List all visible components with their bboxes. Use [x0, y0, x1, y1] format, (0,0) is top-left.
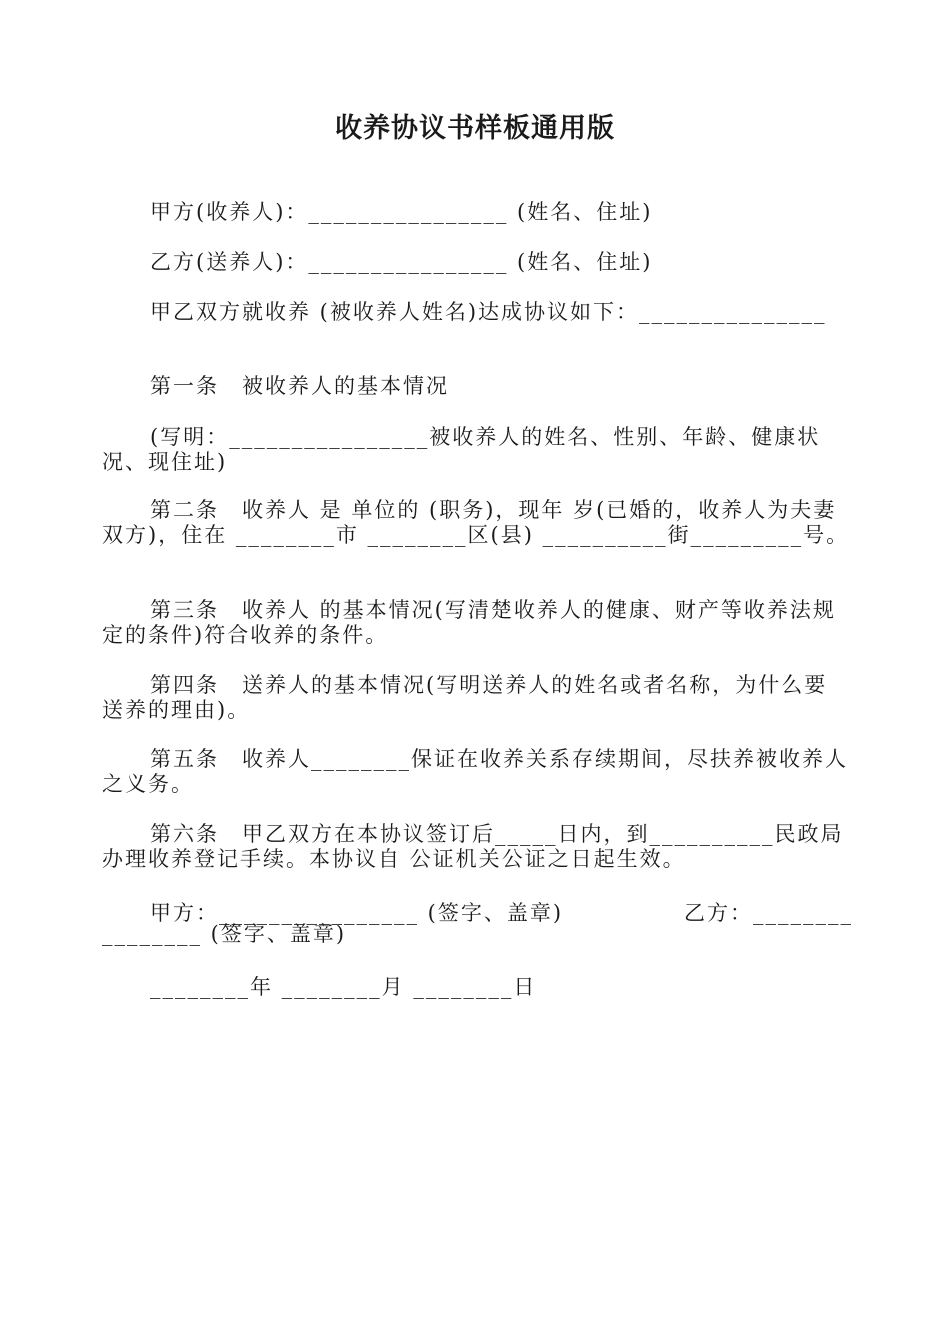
article-2: 第二条 收养人 是 单位的 (职务)，现年 岁(已婚的，收养人为夫妻双方)，住在 ________市 ________区(县) __________街_________号。 [102, 498, 850, 547]
article-1-heading: 第一条 被收养人的基本情况 [150, 374, 449, 398]
agreement-intro: 甲乙双方就收养 (被收养人姓名)达成协议如下：_______________ [150, 300, 827, 324]
article-3: 第三条 收养人 的基本情况(写清楚收养人的健康、财产等收养法规定的条件)符合收养的条件。 [102, 598, 836, 647]
article-4: 第四条 送养人的基本情况(写明送养人的姓名或者名称，为什么要送养的理由)。 [102, 673, 828, 722]
party-a-line: 甲方(收养人)：________________ (姓名、住址) [150, 200, 653, 224]
party-b-line: 乙方(送养人)：________________ (姓名、住址) [150, 250, 653, 274]
article-5: 第五条 收养人________保证在收养关系存续期间，尽扶养被收养人之义务。 [102, 747, 848, 796]
article-1-body: (写明：________________被收养人的姓名、性别、年龄、健康状况、现住址) [102, 425, 821, 474]
signature-party-a: 甲方：________________ (签字、盖章) [150, 901, 564, 925]
article-6: 第六条 甲乙双方在本协议签订后_____日内，到__________民政局办理收养登记手续。本协议自 公证机关公证之日起生效。 [102, 822, 844, 871]
signature-party-b-start: 乙方：________ [684, 901, 853, 925]
date-line: ________年 ________月 ________日 [150, 975, 537, 999]
signature-party-b-end: ________ (签字、盖章) [102, 922, 347, 946]
document-title: 收养协议书样板通用版 [335, 113, 615, 144]
